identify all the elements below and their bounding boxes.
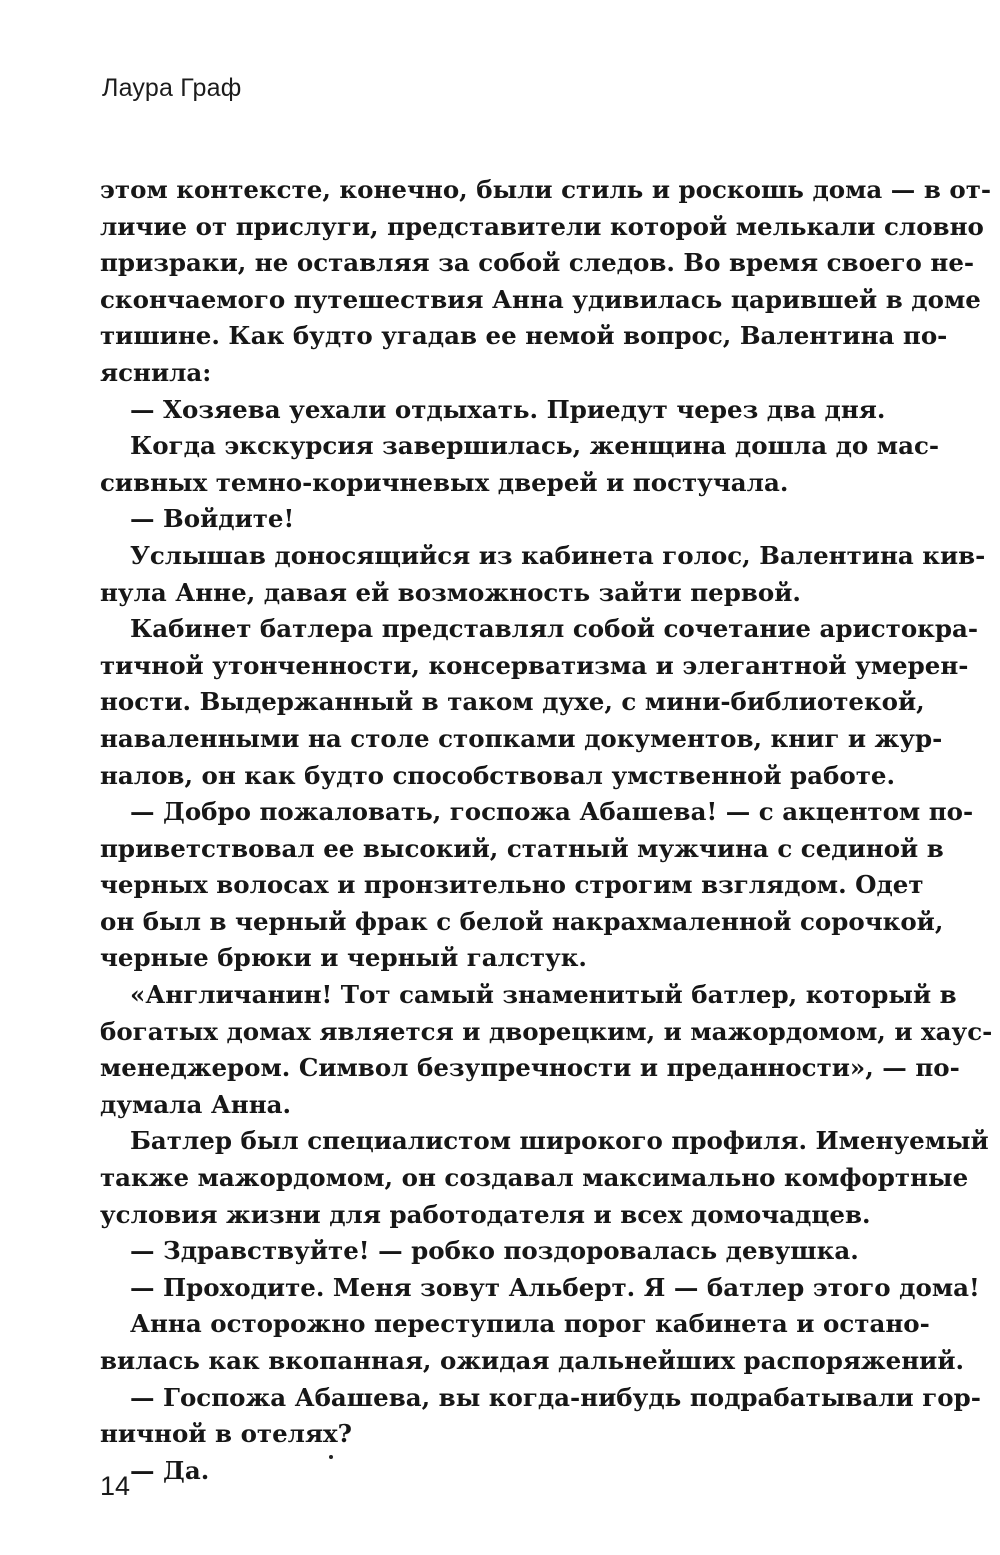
text-line: яснила: xyxy=(100,357,212,387)
dialogue-line: — Добро пожаловать, госпожа Абашева! — с акцентом по- xyxy=(130,797,974,827)
text-line: черные брюки и черный галстук. xyxy=(100,943,587,973)
text-line: тишине. Как будто угадав ее немой вопрос, Валентина по- xyxy=(100,321,948,351)
text-line: черных волосах и пронзительно строгим взглядом. Одет xyxy=(100,870,924,900)
text-line: Услышав доносящийся из кабинета голос, Валентина кив- xyxy=(130,540,986,570)
text-line: налов, он как будто способствовал умственной работе. xyxy=(100,760,896,790)
text-line: Кабинет батлера представлял собой сочетание аристокра- xyxy=(130,614,979,644)
text-line: также мажордомом, он создавал максимально комфортные xyxy=(100,1163,969,1193)
text-line: наваленными на столе стопками документов, книг и жур- xyxy=(100,723,943,753)
dialogue-line: — Госпожа Абашева, вы когда-нибудь подрабатывали гор- xyxy=(130,1382,981,1412)
page-number: 14 xyxy=(100,1471,131,1501)
running-header-author: Лаура Граф xyxy=(102,74,242,102)
text-line: ничной в отелях? xyxy=(100,1419,353,1449)
text-line: призраки, не оставляя за собой следов. Во время своего не- xyxy=(100,248,975,278)
print-speck xyxy=(329,1455,333,1459)
dialogue-line: — Хозяева уехали отдыхать. Приедут через два дня. xyxy=(130,394,886,424)
text-line: менеджером. Символ безупречности и преданности», — по- xyxy=(100,1053,960,1083)
text-line: этом контексте, конечно, были стиль и роскошь дома — в от- xyxy=(100,175,992,204)
text-line: условия жизни для работодателя и всех домочадцев. xyxy=(100,1199,871,1229)
text-line: скончаемого путешествия Анна удивилась царившей в доме xyxy=(100,284,981,314)
text-line: сивных темно-коричневых дверей и постучала. xyxy=(100,467,789,497)
body-text xyxy=(100,172,993,1489)
dialogue-line: — Войдите! xyxy=(130,504,295,534)
dialogue-line: — Да. xyxy=(130,1455,210,1485)
text-line: богатых домах является и дворецким, и мажордомом, и хаус- xyxy=(100,1016,993,1046)
text-line: он был в черный фрак с белой накрахмаленной сорочкой, xyxy=(100,906,944,936)
text-line: Батлер был специалистом широкого профиля. Именуемый xyxy=(130,1126,989,1156)
text-line: нула Анне, давая ей возможность зайти первой. xyxy=(100,577,801,607)
text-line: личие от прислуги, представители которой мелькали словно xyxy=(100,211,984,241)
text-line: Когда экскурсия завершилась, женщина дошла до мас- xyxy=(130,431,940,461)
text-line: приветствовал ее высокий, статный мужчина с сединой в xyxy=(100,833,944,863)
text-line: тичной утонченности, консерватизма и элегантной умерен- xyxy=(100,650,969,680)
text-line: ности. Выдержанный в таком духе, с мини-библиотекой, xyxy=(100,687,925,717)
text-line: «Англичанин! Тот самый знаменитый батлер, который в xyxy=(130,980,957,1010)
dialogue-line: — Здравствуйте! — робко поздоровалась девушка. xyxy=(130,1236,859,1266)
text-line: вилась как вкопанная, ожидая дальнейших распоряжений. xyxy=(100,1346,965,1375)
text-line: Анна осторожно переступила порог кабинета и остано- xyxy=(130,1309,930,1339)
text-line: думала Анна. xyxy=(100,1089,292,1119)
dialogue-line: — Проходите. Меня зовут Альберт. Я — батлер этого дома! xyxy=(130,1272,980,1302)
